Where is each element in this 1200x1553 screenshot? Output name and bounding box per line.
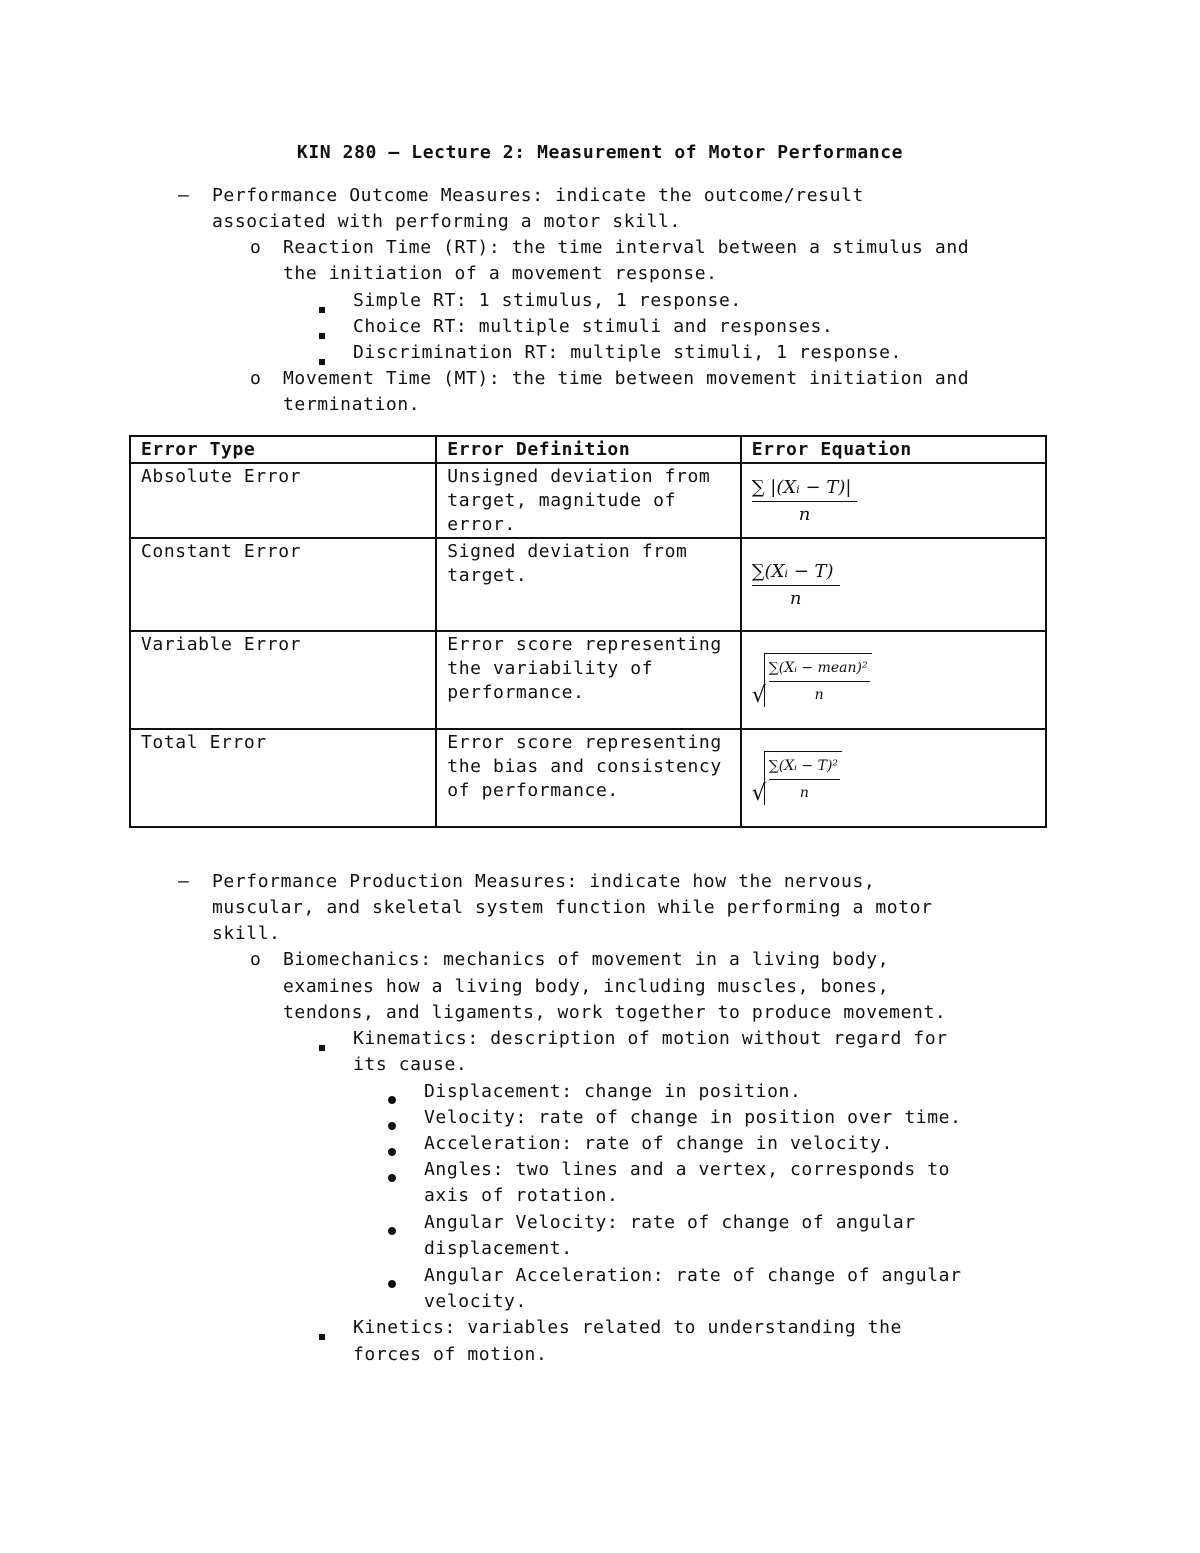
angles-item-cont: axis of rotation. (424, 1185, 619, 1206)
table-row (130, 631, 1046, 729)
header-error-equation: Error Equation (741, 436, 1046, 463)
equation-numerator: ∑ |(Xᵢ − T)| (752, 476, 858, 502)
equation-denominator: n (799, 784, 809, 801)
error-equation-cell (741, 538, 1046, 631)
error-type-cell: Absolute Error (130, 463, 436, 538)
error-type-cell: Total Error (130, 729, 436, 827)
biomechanics-item-cont: tendons, and ligaments, work together to produce movement. (283, 1002, 947, 1023)
angular-velocity-item: Angular Velocity: rate of change of angular (424, 1212, 916, 1233)
constant-error-equation (752, 560, 840, 611)
error-type-cell: Constant Error (130, 538, 436, 631)
equation-numerator: ∑(Xᵢ − T)² (769, 754, 840, 780)
acceleration-item: Acceleration: rate of change in velocity. (424, 1133, 893, 1154)
header-error-definition: Error Definition (436, 436, 740, 463)
square-bullet-icon (319, 1322, 325, 1348)
table-row (130, 729, 1046, 827)
error-equation-cell (741, 729, 1046, 827)
absolute-error-equation (752, 476, 858, 527)
round-bullet-icon (388, 1086, 396, 1112)
table-row (130, 463, 1046, 538)
production-measures-heading: Performance Production Measures: indicate how the nervous, (212, 871, 876, 892)
outcome-measures-heading: Performance Outcome Measures: indicate the outcome/result (212, 185, 864, 206)
production-measures-heading-cont: muscular, and skeletal system function while performing a motor (212, 897, 933, 918)
square-bullet-icon (319, 295, 325, 321)
simple-rt-item: Simple RT: 1 stimulus, 1 response. (353, 290, 742, 311)
dash-bullet: – (178, 185, 190, 206)
angular-velocity-item-cont: displacement. (424, 1238, 573, 1259)
error-type-cell: Variable Error (130, 631, 436, 729)
square-root-icon: √ (751, 682, 766, 708)
square-root-icon: √ (751, 780, 766, 806)
round-bullet-icon (388, 1112, 396, 1138)
equation-denominator: n (814, 686, 824, 703)
equation-denominator: n (798, 503, 811, 525)
reaction-time-item-cont: the initiation of a movement response. (283, 263, 718, 284)
equation-numerator: ∑(Xᵢ − T) (752, 560, 840, 586)
error-definition-cell: Signed deviation from target. (436, 538, 740, 631)
round-bullet-icon (388, 1164, 396, 1190)
kinematics-item-cont: its cause. (353, 1054, 468, 1075)
kinetics-item-cont: forces of motion. (353, 1344, 548, 1365)
velocity-item: Velocity: rate of change in position over time. (424, 1107, 962, 1128)
biomechanics-item-cont: examines how a living body, including muscles, bones, (283, 976, 890, 997)
equation-denominator: n (789, 587, 802, 609)
reaction-time-item: Reaction Time (RT): the time interval between a stimulus and (283, 237, 970, 258)
equation-numerator: ∑(Xᵢ − mean)² (769, 656, 870, 682)
biomechanics-item: Biomechanics: mechanics of movement in a living body, (283, 949, 890, 970)
error-types-table (129, 435, 1047, 828)
table-header-row (130, 436, 1046, 463)
kinematics-item: Kinematics: description of motion without regard for (353, 1028, 948, 1049)
production-measures-heading-cont: skill. (212, 923, 281, 944)
total-error-equation (752, 751, 842, 805)
circle-bullet: o (250, 949, 262, 970)
discrimination-rt-item: Discrimination RT: multiple stimuli, 1 response. (353, 342, 902, 363)
error-definition-cell: Error score representing the bias and consistency of performance. (436, 729, 740, 827)
square-bullet-icon (319, 1033, 325, 1059)
round-bullet-icon (388, 1138, 396, 1164)
square-bullet-icon (319, 321, 325, 347)
angular-acceleration-item-cont: velocity. (424, 1291, 527, 1312)
error-definition-cell: Unsigned deviation from target, magnitude of error. (436, 463, 740, 538)
header-error-type: Error Type (130, 436, 436, 463)
table-row (130, 538, 1046, 631)
round-bullet-icon (388, 1270, 396, 1296)
outcome-measures-heading-cont: associated with performing a motor skill. (212, 211, 681, 232)
angular-acceleration-item: Angular Acceleration: rate of change of angular (424, 1265, 962, 1286)
error-equation-cell (741, 631, 1046, 729)
movement-time-item-cont: termination. (283, 394, 421, 415)
document-title: KIN 280 – Lecture 2: Measurement of Motor Performance (296, 142, 904, 163)
choice-rt-item: Choice RT: multiple stimuli and responses. (353, 316, 834, 337)
dash-bullet: – (178, 871, 190, 892)
circle-bullet: o (250, 368, 262, 389)
movement-time-item: Movement Time (MT): the time between movement initiation and (283, 368, 970, 389)
kinetics-item: Kinetics: variables related to understanding the (353, 1317, 902, 1338)
angles-item: Angles: two lines and a vertex, corresponds to (424, 1159, 951, 1180)
displacement-item: Displacement: change in position. (424, 1081, 802, 1102)
error-definition-cell: Error score representing the variability of performance. (436, 631, 740, 729)
circle-bullet: o (250, 237, 262, 258)
variable-error-equation (752, 653, 872, 707)
error-equation-cell (741, 463, 1046, 538)
round-bullet-icon (388, 1217, 396, 1243)
